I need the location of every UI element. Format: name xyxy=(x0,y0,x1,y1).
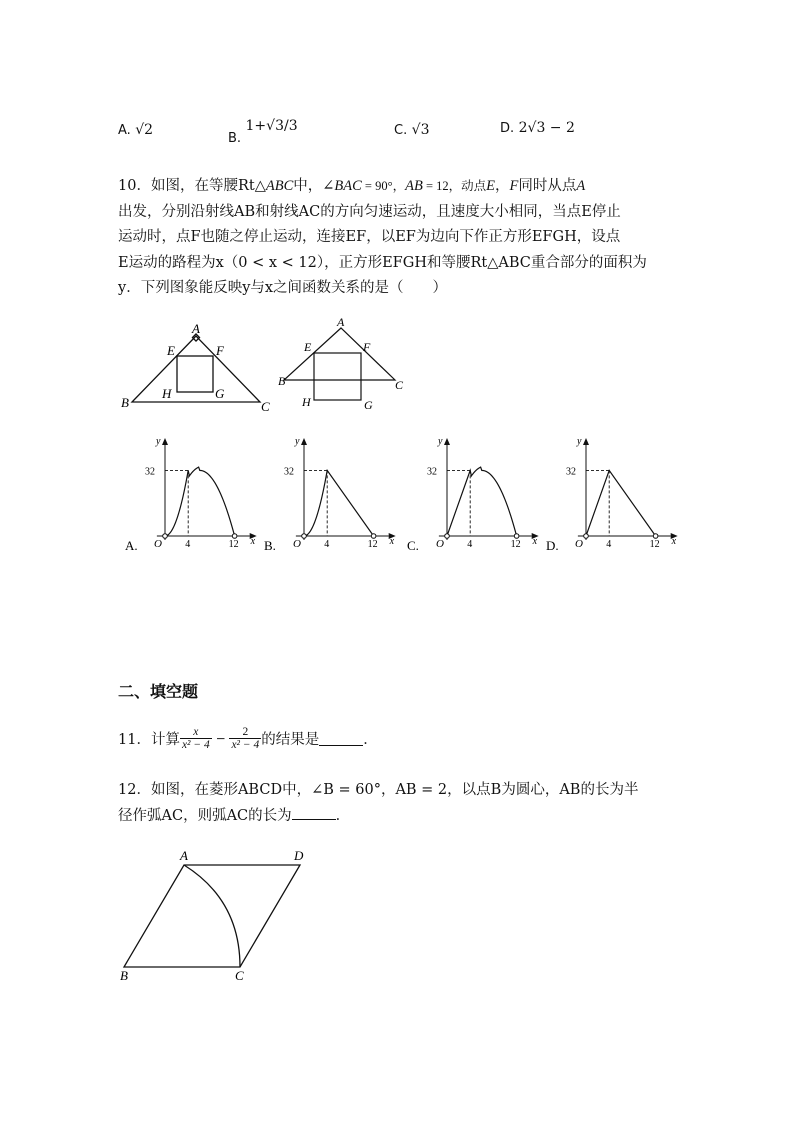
y-axis-arrow xyxy=(444,438,450,445)
q12-text-segment: 径作弧AC，则弧AC的长为 xyxy=(118,808,292,824)
q10-text xyxy=(118,174,678,302)
end-point xyxy=(371,534,376,539)
origin-label: O xyxy=(154,538,162,550)
y-axis-arrow xyxy=(301,438,307,445)
label-a-2: A xyxy=(337,318,345,329)
x-tick-12: 12 xyxy=(510,539,521,550)
label-b-2: B xyxy=(278,374,286,388)
function-curve xyxy=(447,467,517,536)
label-c-2: C xyxy=(395,378,404,392)
rhombus-abcd xyxy=(124,865,300,967)
q10-graphs xyxy=(115,436,680,558)
q10-text-segment: 中，∠ xyxy=(293,178,335,194)
function-curve xyxy=(586,470,656,536)
square-efgh xyxy=(177,356,213,392)
label-f-2: F xyxy=(363,340,371,354)
q9-option-d xyxy=(500,120,575,136)
end-point xyxy=(232,534,237,539)
triangle-figure-1 xyxy=(132,334,260,402)
y-axis-label: y xyxy=(438,436,443,447)
square-efgh-2 xyxy=(314,353,361,400)
label-d: D xyxy=(294,848,304,863)
label-e: E xyxy=(167,343,175,358)
q10-line-2: 出发，分别沿射线AB和射线AC的方向匀速运动，且速度大小相同，当点E停止 xyxy=(118,203,621,220)
q10-figure xyxy=(110,318,430,418)
x-axis-label: x xyxy=(671,536,677,547)
graph-option-d xyxy=(546,436,678,553)
option-label: C. xyxy=(407,538,419,553)
x-tick-4: 4 xyxy=(467,539,473,550)
label-h-2: H xyxy=(302,395,311,409)
fraction-2 xyxy=(229,726,261,751)
q10-line-1 xyxy=(118,174,678,200)
label-b: B xyxy=(120,968,128,983)
function-curve xyxy=(304,470,374,536)
answer-blank xyxy=(292,805,336,820)
y-axis-arrow xyxy=(583,438,589,445)
label-e-2: E xyxy=(304,340,312,354)
graph-option-c xyxy=(407,436,539,553)
option-value: 1+√3/3 xyxy=(245,118,298,134)
q12-line-1: 12．如图，在菱形ABCD中，∠B = 60°，AB = 2，以点B为圆心，AB的长为半 xyxy=(118,782,639,798)
graph-option-b xyxy=(264,436,396,553)
option-label: A. xyxy=(118,123,131,138)
arc-ac xyxy=(184,865,240,967)
q9-option-c xyxy=(394,122,430,138)
label-c: C xyxy=(261,399,270,414)
option-label: D. xyxy=(500,121,515,136)
x-tick-4: 4 xyxy=(606,539,612,550)
y-axis-label: y xyxy=(577,436,582,447)
q10-text-segment: = 90°， xyxy=(361,179,406,193)
label-g-2: G xyxy=(364,398,373,412)
x-tick-12: 12 xyxy=(228,539,239,550)
graph-option-a xyxy=(125,436,257,553)
q11-end: ． xyxy=(363,732,378,748)
q10-text-segment: E xyxy=(486,178,495,194)
end-point xyxy=(514,534,519,539)
triangle-figure-2 xyxy=(284,328,395,400)
q10-line-5: y．下列图象能反映y与x之间函数关系的是（ ） xyxy=(118,280,448,296)
section-title: 二、填空题 xyxy=(118,682,199,701)
end-point xyxy=(653,534,658,539)
label-f: F xyxy=(216,343,224,358)
fraction-1-num: x xyxy=(193,726,199,738)
q12-text-segment: ． xyxy=(335,808,351,824)
answer-blank xyxy=(319,731,363,746)
q10-text-segment: = 12，动点 xyxy=(422,179,487,193)
origin-point xyxy=(163,534,168,539)
label-g: G xyxy=(215,386,225,401)
x-tick-4: 4 xyxy=(324,539,330,550)
label-a: A xyxy=(192,321,200,336)
fraction-1-den: x² − 4 xyxy=(181,739,210,751)
y-tick-32: 32 xyxy=(284,466,294,478)
q10-text-segment: ， xyxy=(495,178,510,194)
q11-suffix: 的结果是 xyxy=(261,732,320,748)
fraction-1 xyxy=(180,726,212,751)
label-b: B xyxy=(121,395,129,410)
origin-label: O xyxy=(575,538,583,550)
q9-option-a xyxy=(118,122,153,138)
triangle-abc-2 xyxy=(284,328,395,380)
q12-line-2 xyxy=(118,803,678,829)
option-label: D. xyxy=(546,538,559,553)
q10-line-4: E运动的路程为x（0 < x < 12），正方形EFGH和等腰Rt△ABC重合部分的面积为 xyxy=(118,254,647,271)
q10-text-segment: AB xyxy=(405,178,423,194)
origin-point xyxy=(584,534,589,539)
label-h: H xyxy=(162,386,172,401)
x-tick-4: 4 xyxy=(185,539,191,550)
function-curve xyxy=(165,467,235,536)
q10-text-segment: F xyxy=(509,178,519,194)
x-axis-label: x xyxy=(532,536,538,547)
q10-text-segment: BAC xyxy=(334,178,362,194)
y-tick-32: 32 xyxy=(427,466,437,478)
x-tick-12: 12 xyxy=(649,539,660,550)
q12-text xyxy=(118,777,678,829)
q12-figure xyxy=(112,845,322,985)
fraction-2-den: x² − 4 xyxy=(231,739,260,751)
q11-prefix: 11．计算 xyxy=(118,732,180,748)
label-a: A xyxy=(180,848,188,863)
y-axis-label: y xyxy=(295,436,300,447)
y-tick-32: 32 xyxy=(566,466,576,478)
origin-label: O xyxy=(436,538,444,550)
x-tick-12: 12 xyxy=(367,539,378,550)
x-axis-label: x xyxy=(389,536,395,547)
q11-text xyxy=(118,726,378,751)
y-axis-arrow xyxy=(162,438,168,445)
option-label: C. xyxy=(394,123,408,138)
option-label: B. xyxy=(228,131,242,146)
origin-label: O xyxy=(293,538,301,550)
q9-option-b xyxy=(228,118,298,146)
q10-text-segment: 同时从点 xyxy=(518,178,577,194)
option-value: 2√3 − 2 xyxy=(518,120,575,136)
q10-text-segment: ABC xyxy=(265,178,294,194)
q10-text-segment: 10．如图，在等腰Rt△ xyxy=(118,178,266,194)
fraction-2-num: 2 xyxy=(242,726,249,738)
option-label: B. xyxy=(264,538,276,553)
q10-line-3: 运动时，点F也随之停止运动，连接EF，以EF为边向下作正方形EFGH，设点 xyxy=(118,229,621,245)
y-tick-32: 32 xyxy=(145,466,155,478)
label-c: C xyxy=(235,968,244,983)
origin-point xyxy=(302,534,307,539)
q11-minus: − xyxy=(211,731,230,746)
option-value: √3 xyxy=(411,122,430,138)
x-axis-label: x xyxy=(250,536,256,547)
option-value: √2 xyxy=(135,122,154,138)
option-label: A. xyxy=(125,538,138,553)
origin-point xyxy=(445,534,450,539)
y-axis-label: y xyxy=(156,436,161,447)
q10-text-segment: A xyxy=(576,178,586,194)
